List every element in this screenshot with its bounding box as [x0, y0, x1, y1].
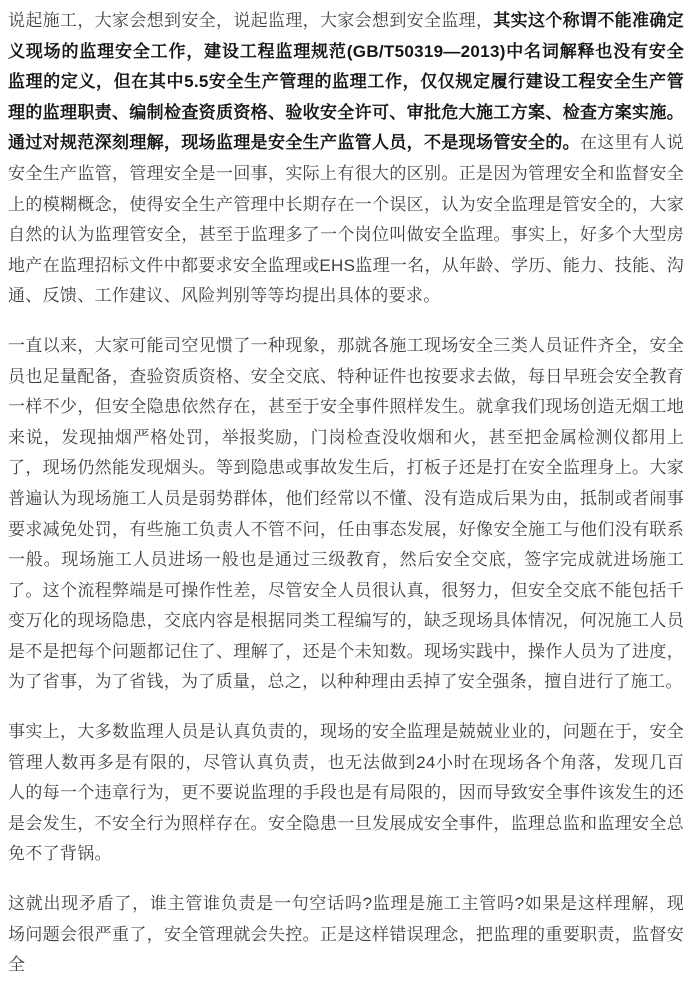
paragraph [8, 717, 684, 870]
paragraph [8, 331, 684, 698]
paragraph [8, 889, 684, 981]
text-run: 事实上，大多数监理人员是认真负责的，现场的安全监理是兢兢业业的，问题在于，安全管理人数再多是有限的，尽管认真负责，也无法做到24小时在现场各个角落，发现几百人的每一个违章行为，更不要说监理的手段也是有局限的，因而导致安全事件该发生的还是会发生，不安全行为照样存在。安全隐患一旦发展成安全事件，监理总监和监理安全总免不了背锅。 [8, 722, 684, 864]
text-run: 说起施工，大家会想到安全，说起监理，大家会想到安全监理， [8, 11, 494, 30]
paragraph [8, 6, 684, 312]
text-run: 一直以来，大家可能司空见惯了一种现象，那就各施工现场安全三类人员证件齐全，安全员也足量配备，查验资质资格、安全交底、特种证件也按要求去做，每日早班会安全教育一样不少，但安全隐患依然存在，甚至于安全事件照样发生。就拿我们现场创造无烟工地来说，发现抽烟严格处罚，举报奖励，门岗检查没收烟和火，甚至把金属检测仪都用上了，现场仍然能发现烟头。等到隐患或事故发生后，打板子还是打在安全监理身上。大家普遍认为现场施工人员是弱势群体，他们经常以不懂、没有造成后果为由，抵制或者闹事要求减免处罚，有些施工负责人不管不问，任由事态发展，好像安全施工与他们没有联系一般。现场施工人员进场一般也是通过三级教育，然后安全交底，签字完成就进场施工了。这个流程弊端是可操作性差，尽管安全人员很认真，很努力，但安全交底不能包括千变万化的现场隐患，交底内容是根据同类工程编写的，缺乏现场具体情况，何况施工人员是不是把每个问题都记住了、理解了，还是个未知数。现场实践中，操作人员为了进度，为了省事，为了省钱，为了质量，总之，以种种理由丢掉了安全强条，擅自进行了施工。 [8, 335, 684, 692]
text-run: 这就出现矛盾了，谁主管谁负责是一句空话吗?监理是施工主管吗?如果是这样理解，现场问题会很严重了，安全管理就会失控。正是这样错误理念，把监理的重要职责，监督安全 [8, 894, 684, 975]
bold-text-run: 其实这个称谓不能准确定义现场的监理安全工作，建设工程监理规范(GB/T50319—2013)中名词解释也没有安全监理的定义，但在其中5.5安全生产管理的监理工作，仅仅规定履行建设工程安全生产管理的监理职责、编制检查资质资格、验收安全许可、审批危大施工方案、检查方案实施。通过对规范深刻理解，现场监理是安全生产监管人员，不是现场管安全的。 [8, 11, 684, 153]
text-run: 在这里有人说安全生产监管，管理安全是一回事，实际上有很大的区别。正是因为管理安全和监督安全上的模糊概念，使得安全生产管理中长期存在一个误区，认为安全监理是管安全的，大家自然的认为监理管安全，甚至于监理多了一个岗位叫做安全监理。事实上，好多个大型房地产在监理招标文件中都要求安全监理或EHS监理一名，从年龄、学历、能力、技能、沟通、反馈、工作建议、风险判别等等均提出具体的要求。 [8, 133, 684, 306]
